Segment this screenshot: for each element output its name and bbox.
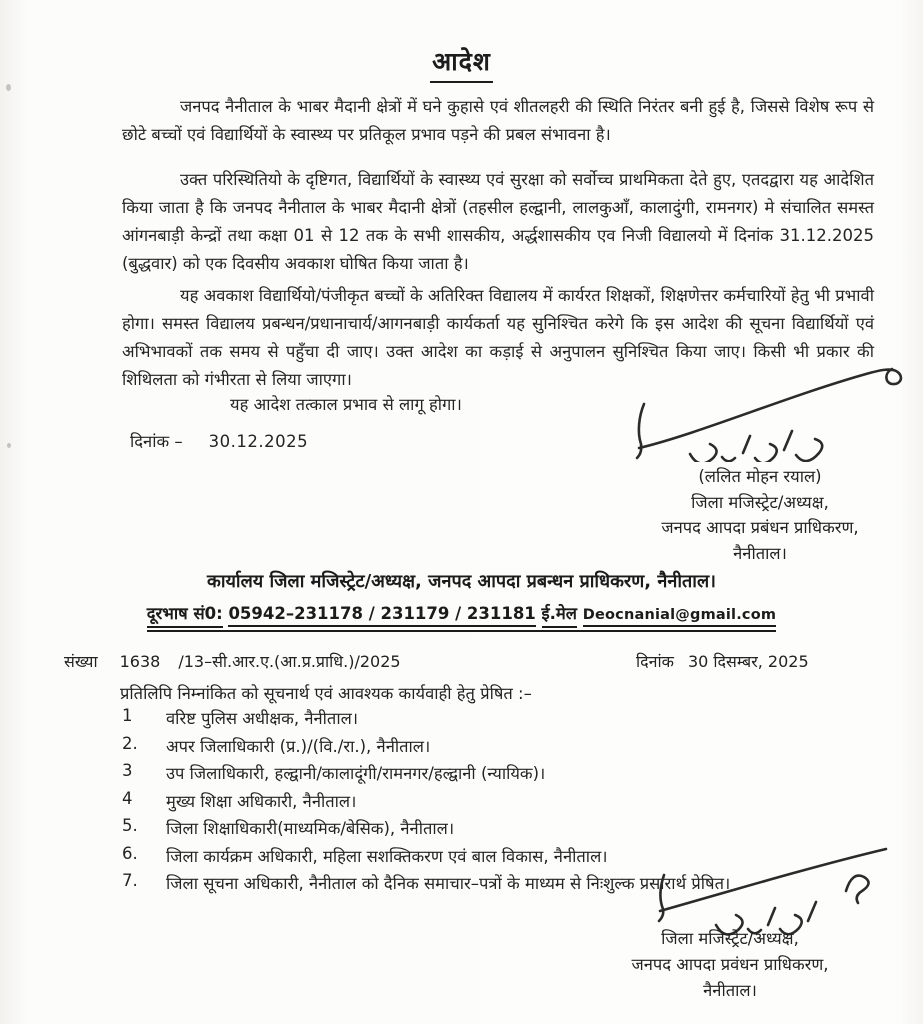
bottom-signatory-place: नैनीताल। [703,981,757,1000]
list-item-number: 7. [122,871,138,890]
bottom-signatory-designation: जिला मजिस्ट्रेट/अध्यक्ष, [661,929,799,948]
order-date-label: दिनांक – [130,432,183,451]
paragraph-order: उक्त परिस्थितियो के दृष्टिगत, विद्यार्थियों के स्वास्थ्य एवं सुरक्षा को सर्वोच्च प्राथमिकता देते हुए, एतदद्वारा यह आदेशित किया जाता है कि जनपद नैनीताल के भाबर मैदानी क्षेत्रों (तहसील हल्द्वानी, लालकुआँ, कालादुंगी, रामनगर) मे संचालित समस्त आंगनबाड़ी केन्द्रों तथा कक्षा 01 से 12 तक के सभी शासकीय, अर्द्धशासकीय एव निजी विद्यालयो में दिनांक 31.12.2025 (बुद्धवार) को एक दिवसीय अवकाश घोषित किया जाता है। [122,170,874,273]
list-item-number: 4 [122,788,133,808]
signatory-block [624,464,896,566]
list-item [122,789,882,817]
copy-forward-line: प्रतिलिपि निम्नांकित को सूचनार्थ एवं आवश्यक कार्यवाही हेतु प्रेषित :– [120,684,532,703]
list-item-number: 6. [122,843,138,863]
paragraph-situation: जनपद नैनीताल के भाबर मैदानी क्षेत्रों में घने कुहासे एवं शीतलहरी की स्थिति निरंतर बनी हुई है, जिससे विशेष रूप से छोटे बच्चों एवं विद्यार्थियों के स्वास्थ्य पर प्रतिकूल प्रभाव पड़ने की प्रबल संभावना है। [122,97,874,144]
office-header: कार्यालय जिला मजिस्ट्रेट/अध्यक्ष, जनपद आपदा प्रबन्धन प्राधिकरण, नैनीताल। [207,571,716,592]
bottom-signatory-block [592,926,868,1004]
reference-number-line [64,650,401,672]
ref-number: 1638 [119,652,161,671]
list-item-text: मुख्य शिक्षा अधिकारी, नैनीताल। [166,791,357,811]
contact-line [0,601,923,632]
email-label: ई.मेल [542,601,577,628]
list-item-text: उप जिलाधिकारी, हल्द्वानी/कालादूंगी/रामनगर/हल्द्वानी (न्यायिक)। [166,764,546,783]
list-item [122,706,882,734]
list-item-number: 1 [122,706,133,725]
list-item [122,734,882,762]
ref-label: संख्या [64,652,98,671]
list-item-number: 5. [122,816,138,835]
email-address: Deocnanial@gmail.com [583,607,776,627]
ref-suffix: /13–सी.आर.ए.(आ.प्र.प्राधि.)/2025 [178,652,401,671]
signature-scribble-top [628,358,908,462]
list-item [122,761,882,789]
contact-line-text [147,601,776,632]
ref-date-label: दिनांक [636,652,674,671]
scan-artifact [6,84,11,91]
page-title [0,44,923,83]
signatory-org: जनपद आपदा प्रबंधन प्राधिकरण, [661,518,859,537]
ref-date-value: 30 दिसम्बर, 2025 [687,652,809,671]
phone-numbers: 05942–231178 / 231179 / 231181 [228,604,535,627]
list-item-text: जिला शिक्षाधिकारी(माध्यमिक/बेसिक), नैनीताल। [166,819,455,838]
list-item-text: वरिष्ट पुलिस अधीक्षक, नैनीताल। [166,709,359,728]
signatory-name: (ललित मोहन रयाल) [698,467,822,486]
list-item-number: 2. [122,733,138,753]
phone-label: दूरभाष सं0: [147,601,223,628]
list-item-text: जिला सूचना अधिकारी, नैनीताल को दैनिक समाचार–पत्रों के माध्यम से निःशुल्क प्रसारार्थ प्रेषित। [166,874,731,893]
paragraph-applicability: यह अवकाश विद्यार्थियो/पंजीकृत बच्चों के अतिरिक्त विद्यालय में कार्यरत शिक्षकों, शिक्षणेत्तर कर्मचारियों हेतु भी प्रभावी होगा। समस्त विद्यालय प्रबन्धन/प्रधानाचार्य/आगनबाड़ी कार्यकर्ता यह सुनिश्चित करेगे कि इस आदेश की सूचना विद्यार्थियों एवं अभिभावकों तक समय से पहुँचा दी जाए। उक्त आदेश का कड़ाई से अनुपालन सुनिश्चित किया जाए। किसी भी प्रकार की शिथिलता को गंभीरता से लिया जाएगा। [122,286,874,389]
order-date-line [130,429,308,452]
order-date-value: 30.12.2025 [208,432,309,451]
paragraph-effective-immediately: यह आदेश तत्काल प्रभाव से लागू होगा। [230,395,462,414]
list-item-text: जिला कार्यक्रम अधिकारी, महिला सशक्तिकरण एवं बाल विकास, नैनीताल। [166,846,608,866]
bottom-signatory-org: जनपद आपदा प्रवंधन प्राधिकरण, [631,955,829,974]
reference-date-line [636,650,809,672]
list-item-text: अपर जिलाधिकारी (प्र.)/(वि./रा.), नैनीताल। [166,736,431,756]
scan-artifact [7,443,11,448]
list-item-number: 3 [122,761,133,780]
signatory-place: नैनीताल। [733,543,787,563]
signatory-designation: जिला मजिस्ट्रेट/अध्यक्ष, [691,492,829,512]
list-item [122,816,882,844]
page-title-text: आदेश [430,44,493,83]
